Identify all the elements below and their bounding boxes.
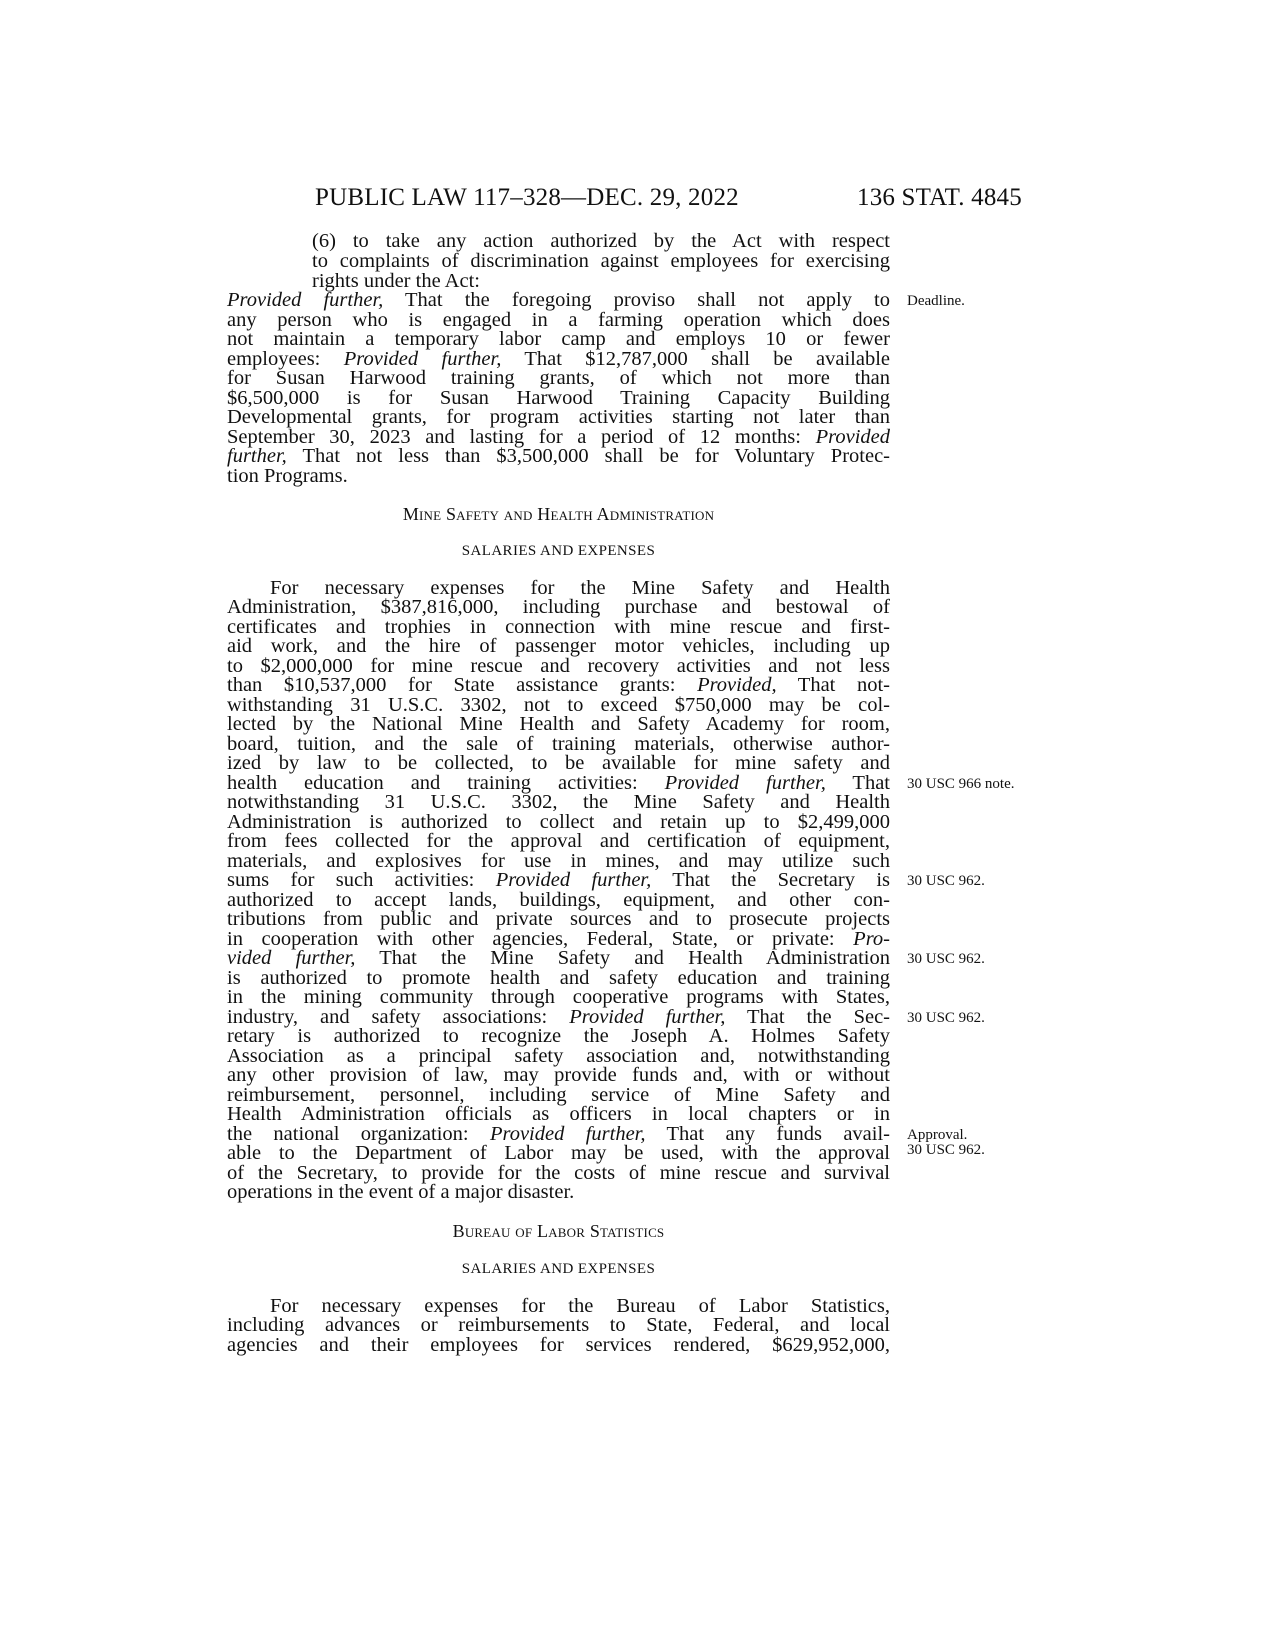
text-line: Administration, $387,816,000, including purchase and bestowal of — [227, 596, 890, 618]
text-line: for Susan Harwood training grants, of which not more than — [227, 367, 890, 389]
text-line: to complaints of discrimination against employees for exercising — [312, 250, 890, 272]
section-heading-msha: Mine Safety and Health Administration — [402, 504, 715, 524]
text-line: from fees collected for the approval and certification of equipment, — [227, 830, 890, 852]
text-line: operations in the event of a major disaster. — [227, 1181, 575, 1203]
margin-note: Approval. — [907, 1127, 968, 1143]
text-line: withstanding 31 U.S.C. 3302, not to exceed $750,000 may be col- — [227, 694, 890, 716]
text-line: to $2,000,000 for mine rescue and recovery activities and not less — [227, 655, 890, 677]
text-line: the national organization: Provided further, That any funds avail- — [227, 1123, 890, 1145]
text-line: any other provision of law, may provide funds and, with or without — [227, 1064, 890, 1086]
text-line: agencies and their employees for services rendered, $629,952,000, — [227, 1334, 890, 1356]
margin-note: 30 USC 962. — [907, 1142, 985, 1158]
text-line: not maintain a temporary labor camp and employs 10 or fewer — [227, 328, 890, 350]
text-line: For necessary expenses for the Mine Safety and Health — [270, 577, 890, 599]
text-line: rights under the Act: — [312, 270, 480, 292]
text-line: of the Secretary, to provide for the costs of mine rescue and survival — [227, 1162, 890, 1184]
text-line: able to the Department of Labor may be used, with the approval — [227, 1142, 890, 1164]
margin-note: 30 USC 966 note. — [907, 776, 1015, 792]
running-header-page-number: 136 STAT. 4845 — [857, 184, 1022, 211]
text-line: any person who is engaged in a farming operation which does — [227, 309, 890, 331]
text-line: in the mining community through cooperative programs with States, — [227, 986, 890, 1008]
margin-note: 30 USC 962. — [907, 1010, 985, 1026]
text-line: $6,500,000 is for Susan Harwood Training Capacity Building — [227, 387, 890, 409]
text-line: in cooperation with other agencies, Federal, State, or private: Pro- — [227, 928, 890, 950]
text-line: is authorized to promote health and safety education and training — [227, 967, 890, 989]
text-line: retary is authorized to recognize the Joseph A. Holmes Safety — [227, 1025, 890, 1047]
text-line: Association as a principal safety association and, notwithstanding — [227, 1045, 890, 1067]
text-line: For necessary expenses for the Bureau of Labor Statistics, — [270, 1295, 890, 1317]
text-line: (6) to take any action authorized by the Act with respect — [312, 230, 890, 252]
text-line: reimbursement, personnel, including service of Mine Safety and — [227, 1084, 890, 1106]
text-line: than $10,537,000 for State assistance grants: Provided, That not- — [227, 674, 890, 696]
text-line: notwithstanding 31 U.S.C. 3302, the Mine Safety and Health — [227, 791, 890, 813]
text-line: health education and training activities: Provided further, That — [227, 772, 890, 794]
text-line: certificates and trophies in connection with mine rescue and first- — [227, 616, 890, 638]
text-line: Administration is authorized to collect and retain up to $2,499,000 — [227, 811, 890, 833]
text-line: authorized to accept lands, buildings, equipment, and other con- — [227, 889, 890, 911]
text-line: further, That not less than $3,500,000 shall be for Voluntary Protec- — [227, 445, 890, 467]
text-line: Developmental grants, for program activities starting not later than — [227, 406, 890, 428]
margin-note: Deadline. — [907, 293, 965, 309]
text-line: employees: Provided further, That $12,787,000 shall be available — [227, 348, 890, 370]
text-line: ized by law to be collected, to be available for mine safety and — [227, 752, 890, 774]
text-line: Health Administration officials as officers in local chapters or in — [227, 1103, 890, 1125]
text-line: materials, and explosives for use in mines, and may utilize such — [227, 850, 890, 872]
text-line: tion Programs. — [227, 465, 348, 487]
text-line: lected by the National Mine Health and Safety Academy for room, — [227, 713, 890, 735]
text-line: vided further, That the Mine Safety and Health Administration — [227, 947, 890, 969]
text-line: September 30, 2023 and lasting for a period of 12 months: Provided — [227, 426, 890, 448]
running-header-title: PUBLIC LAW 117–328—DEC. 29, 2022 — [315, 184, 739, 211]
text-line: tributions from public and private sources and to prosecute projects — [227, 908, 890, 930]
text-line: board, tuition, and the sale of training materials, otherwise author- — [227, 733, 890, 755]
text-line: sums for such activities: Provided further, That the Secretary is — [227, 869, 890, 891]
text-line: aid work, and the hire of passenger motor vehicles, including up — [227, 635, 890, 657]
section-heading-bls: Bureau of Labor Statistics — [452, 1221, 665, 1241]
text-line: including advances or reimbursements to State, Federal, and local — [227, 1314, 890, 1336]
subheading-salaries-expenses: SALARIES AND EXPENSES — [461, 1261, 656, 1277]
subheading-salaries-expenses: SALARIES AND EXPENSES — [461, 543, 656, 559]
text-line: Provided further, That the foregoing proviso shall not apply to — [227, 289, 890, 311]
margin-note: 30 USC 962. — [907, 951, 985, 967]
text-line: industry, and safety associations: Provided further, That the Sec- — [227, 1006, 890, 1028]
margin-note: 30 USC 962. — [907, 873, 985, 889]
